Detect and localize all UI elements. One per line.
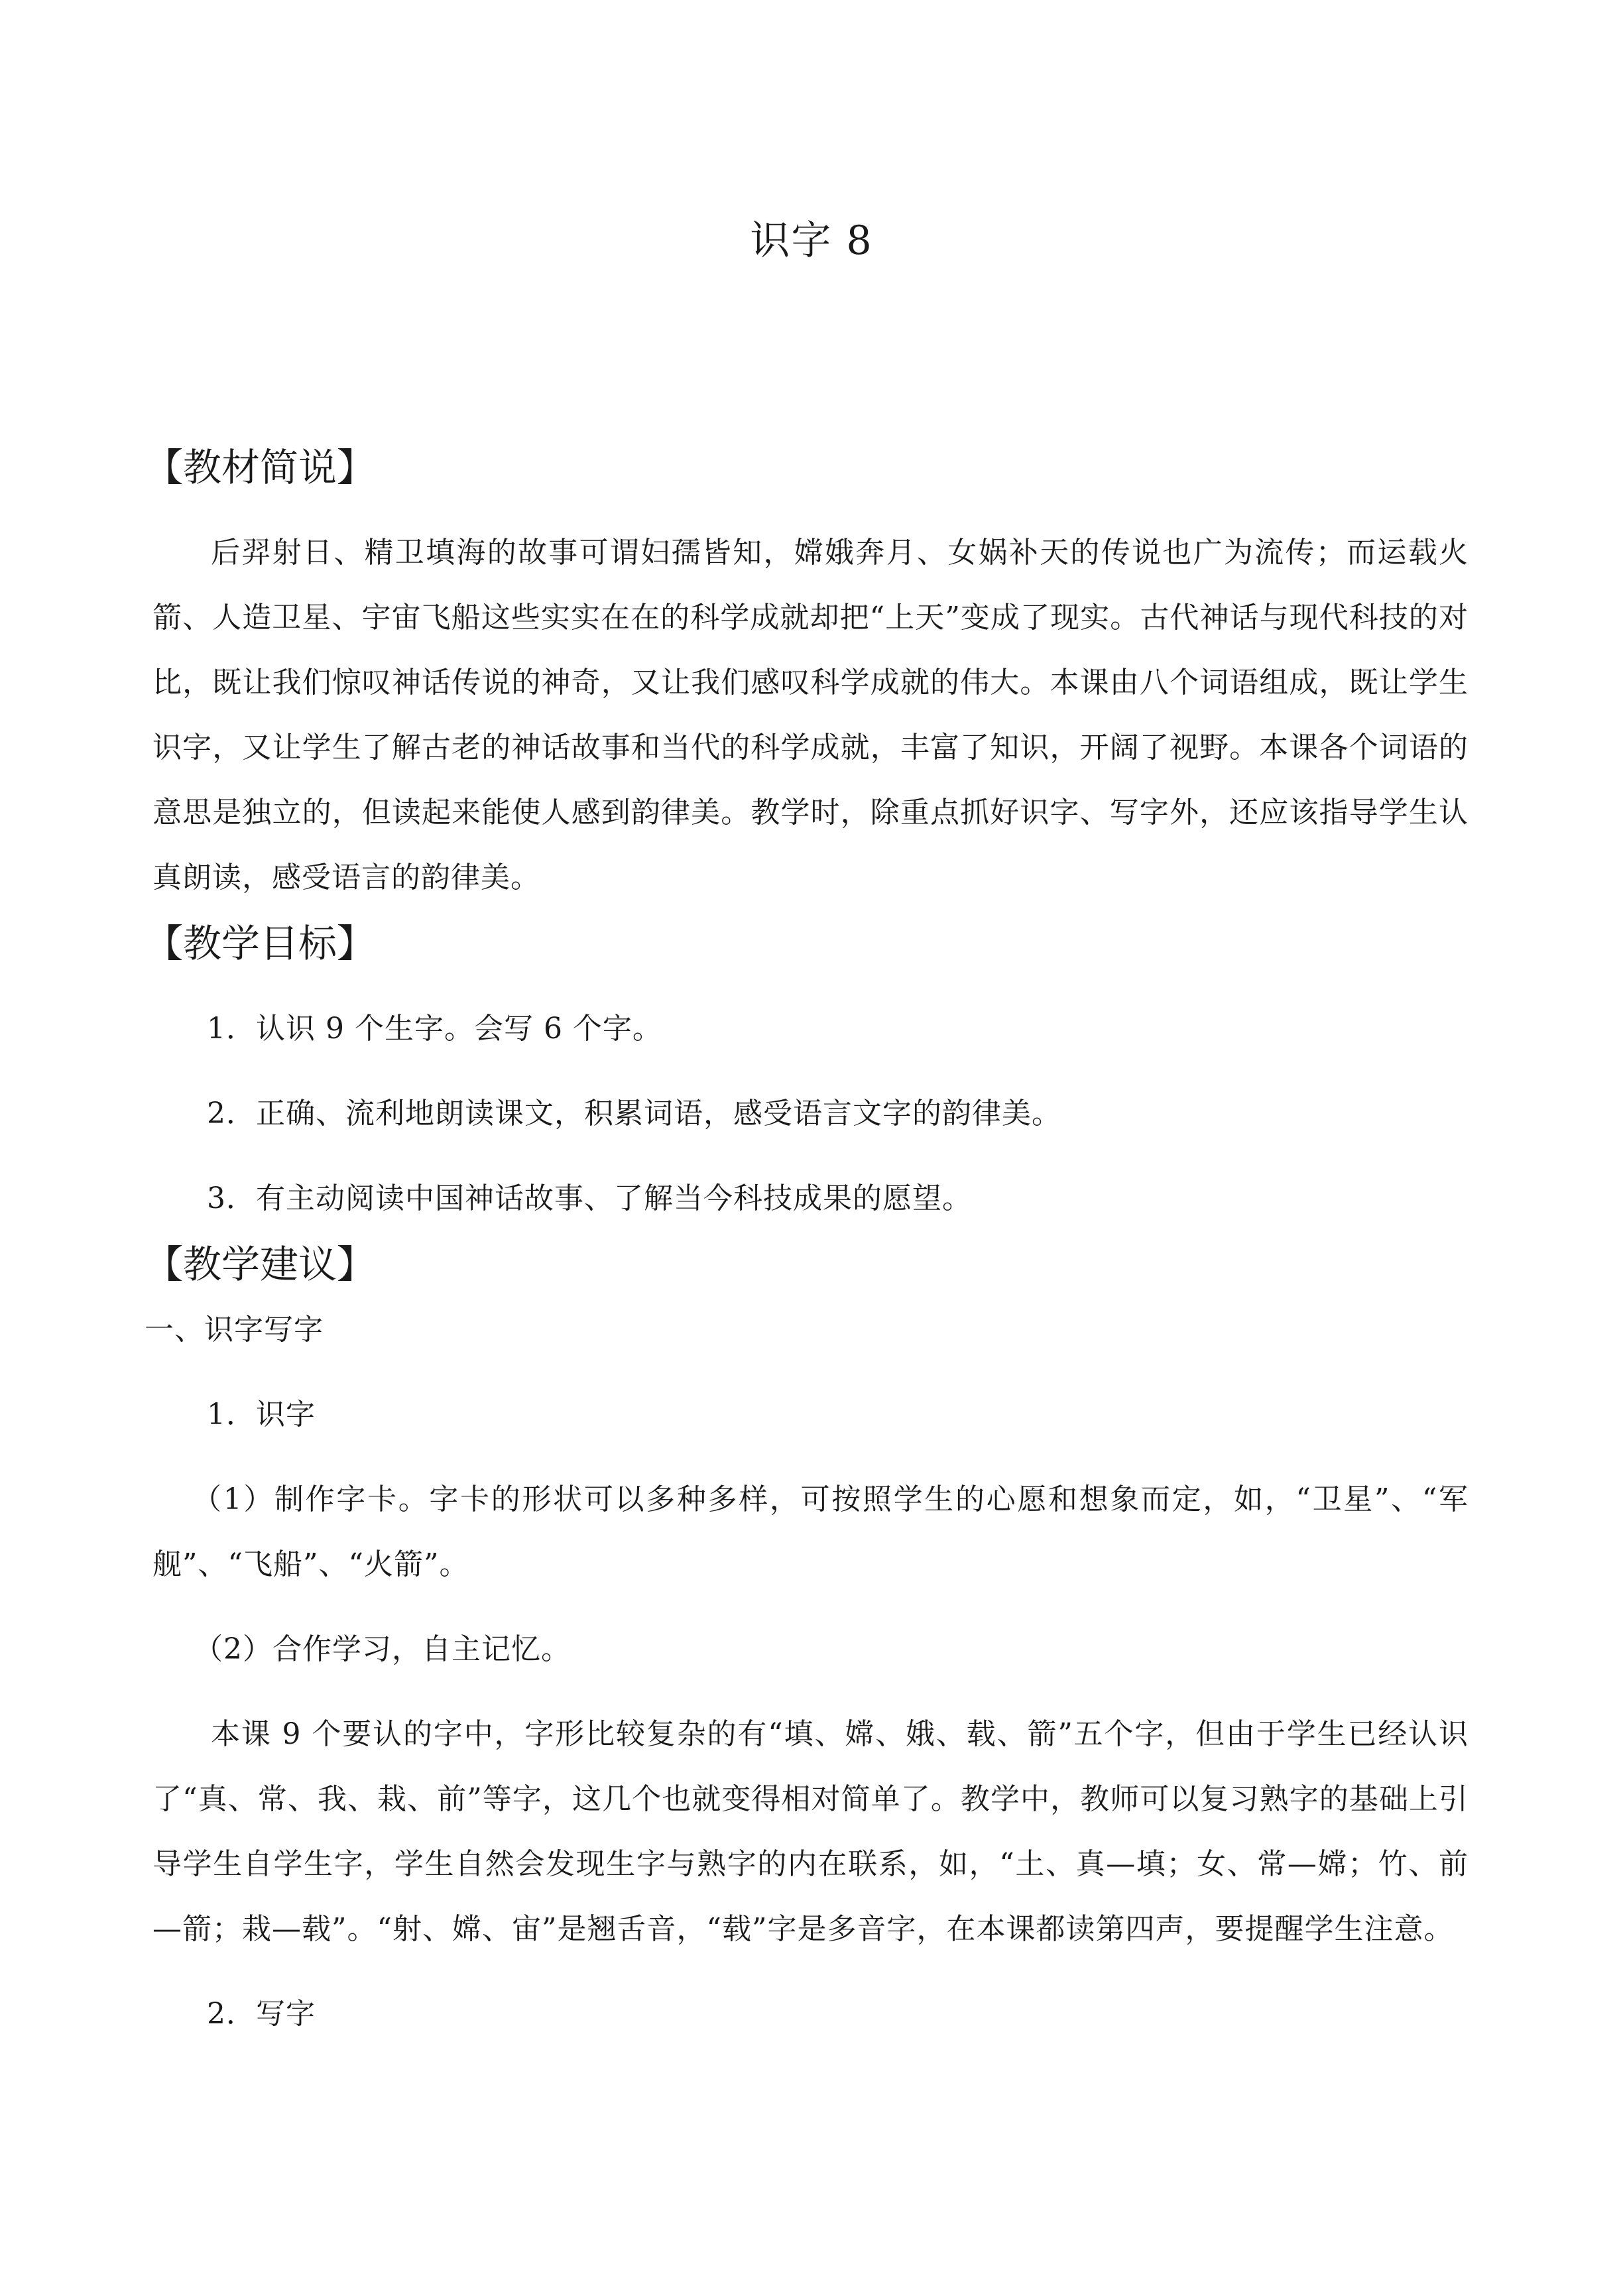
section-heading-goals: 【教学目标】 [145,921,376,966]
spacer [152,501,1469,520]
sub-heading-recognize: 1．识字 [207,1398,316,1431]
spacer [152,1962,1469,1982]
spacer [152,1146,1469,1166]
goal-item-3: 3．有主动阅读中国神话故事、了解当今科技成果的愿望。 [207,1181,972,1215]
goal-item-1: 1．认识 9 个生字。会写 6 个字。 [207,1012,662,1046]
spacer [152,1682,1469,1702]
step-cooperative-learning: （2）合作学习，自主记忆。 [194,1632,571,1666]
section-heading-suggestions: 【教学建议】 [145,1242,376,1287]
document-body [145,434,1469,2047]
page-title: 识字 8 [750,217,873,264]
spacer [152,977,1469,997]
spacer [152,1597,1469,1617]
section-heading-intro: 【教材简说】 [145,445,376,490]
spacer [152,1362,1469,1382]
sub-heading-writing: 2．写字 [207,1997,316,2031]
intro-paragraph: 后羿射日、精卫填海的故事可谓妇孺皆知，嫦娥奔月、女娲补天的传说也广为流传；而运载火箭、人造卫星、宇宙飞船这些实实在在的科学成就却把“上天”变成了现实。古代神话与现代科技的对比，既让我们惊叹神话传说的神奇，又让我们感叹科学成就的伟大。本课由八个词语组成，既让学生识字，又让学生了解古老的神话故事和当代的科学成就，丰富了知识，开阔了视野。本课各个词语的意思是独立的，但读起来能使人感到韵律美。教学时，除重点抓好识字、写字外，还应该指导学生认真朗读，感受语言的韵律美。 [152,536,1469,894]
part-heading-literacy: 一、识字写字 [145,1313,324,1347]
step-make-cards: （1）制作字卡。字卡的形状可以多种多样，可按照学生的心愿和想象而定，如，“卫星”、“军舰”、“飞船”、“火箭”。 [152,1482,1469,1581]
goal-item-2: 2．正确、流利地朗读课文，积累词语，感受语言文字的韵律美。 [207,1097,1061,1130]
literacy-paragraph: 本课 9 个要认的字中，字形比较复杂的有“填、嫦、娥、载、箭”五个字，但由于学生已经认识了“真、常、我、栽、前”等字，这几个也就变得相对简单了。教学中，教师可以复习熟字的基础上引导学生自学生字，学生自然会发现生字与熟字的内在联系，如，“土、真—填；女、常—嫦；竹、前—箭；栽—载”。“射、嫦、宙”是翘舌音，“载”字是多音字，在本课都读第四声，要提醒学生注意。 [152,1717,1469,1946]
spacer [152,1061,1469,1081]
spacer [152,1447,1469,1467]
